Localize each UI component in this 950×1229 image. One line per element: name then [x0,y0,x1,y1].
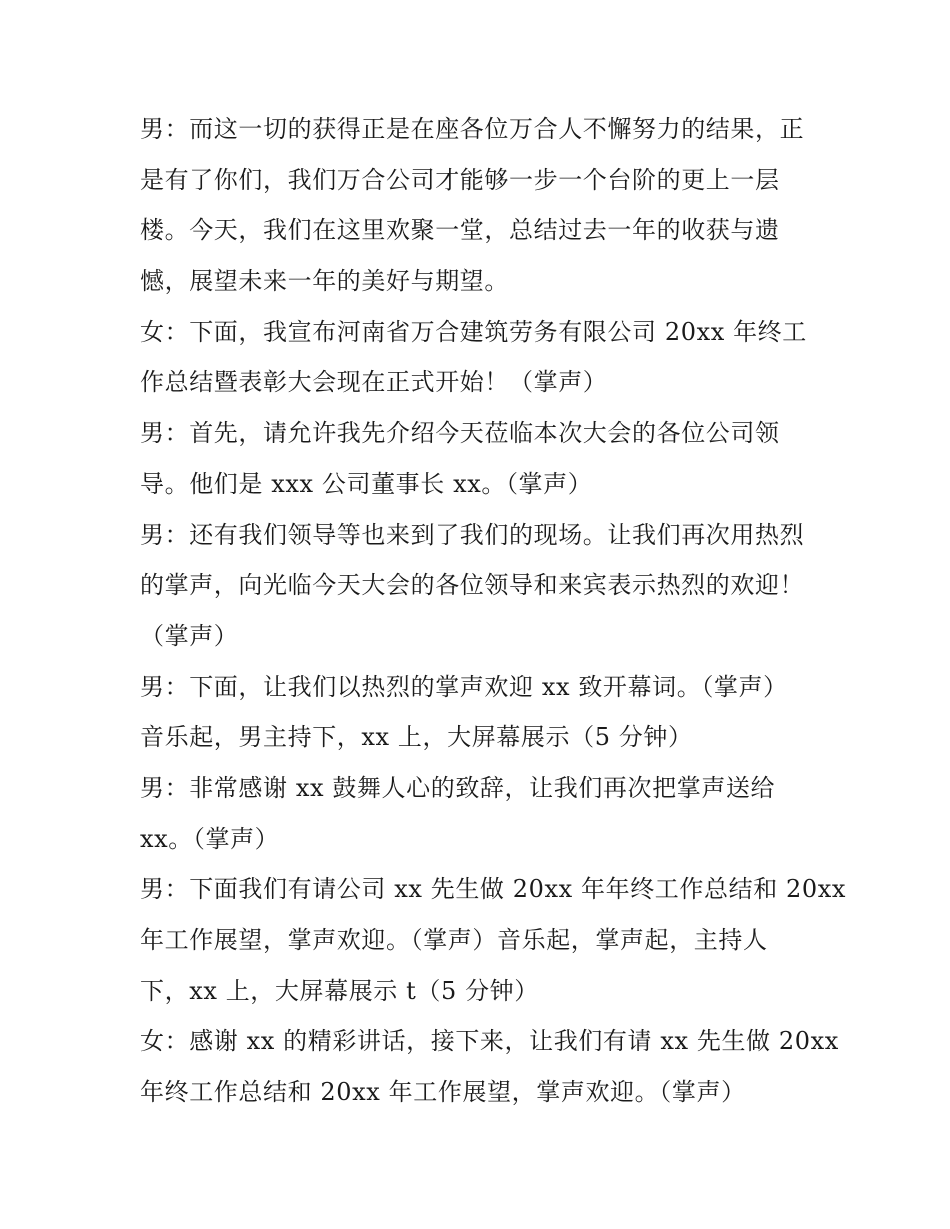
document-body [140,104,847,1118]
text-line-19: 女：感谢 xx 的精彩讲话，接下来，让我们有请 xx 先生做 20xx [140,1027,839,1056]
text-line-15: xx。（掌声） [140,824,280,853]
text-line-4: 憾，展望未来一年的美好与期望。 [140,267,509,296]
text-line-9: 男：还有我们领导等也来到了我们的现场。让我们再次用热烈 [140,520,805,549]
text-line-18: 下，xx 上，大屏幕展示 t（5 分钟） [140,976,539,1005]
text-line-16: 男：下面我们有请公司 xx 先生做 20xx 年年终工作总结和 20xx [140,875,847,904]
text-line-20: 年终工作总结和 20xx 年工作展望，掌声欢迎。（掌声） [140,1078,746,1107]
text-line-10: 的掌声，向光临今天大会的各位领导和来宾表示热烈的欢迎！ [140,571,805,600]
text-line-12: 男：下面，让我们以热烈的掌声欢迎 xx 致开幕词。（掌声） [140,672,788,701]
text-line-2: 是有了你们，我们万合公司才能够一步一个台阶的更上一层 [140,165,780,194]
text-line-13: 音乐起，男主持下，xx 上，大屏幕展示（5 分钟） [140,723,693,752]
text-line-8: 导。他们是 xxx 公司董事长 xx。（掌声） [140,469,593,498]
text-line-11: （掌声） [140,621,239,650]
text-line-17: 年工作展望，掌声欢迎。（掌声）音乐起，掌声起，主持人 [140,926,768,954]
text-line-6: 作总结暨表彰大会现在正式开始！（掌声） [140,368,608,397]
text-line-5: 女：下面，我宣布河南省万合建筑劳务有限公司 20xx 年终工 [140,317,807,346]
text-line-3: 楼。今天，我们在这里欢聚一堂，总结过去一年的收获与遗 [140,216,780,245]
text-line-1: 男：而这一切的获得正是在座各位万合人不懈努力的结果，正 [140,115,805,143]
text-line-14: 男：非常感谢 xx 鼓舞人心的致辞，让我们再次把掌声送给 [140,773,776,802]
text-line-7: 男：首先，请允许我先介绍今天莅临本次大会的各位公司领 [140,419,780,448]
